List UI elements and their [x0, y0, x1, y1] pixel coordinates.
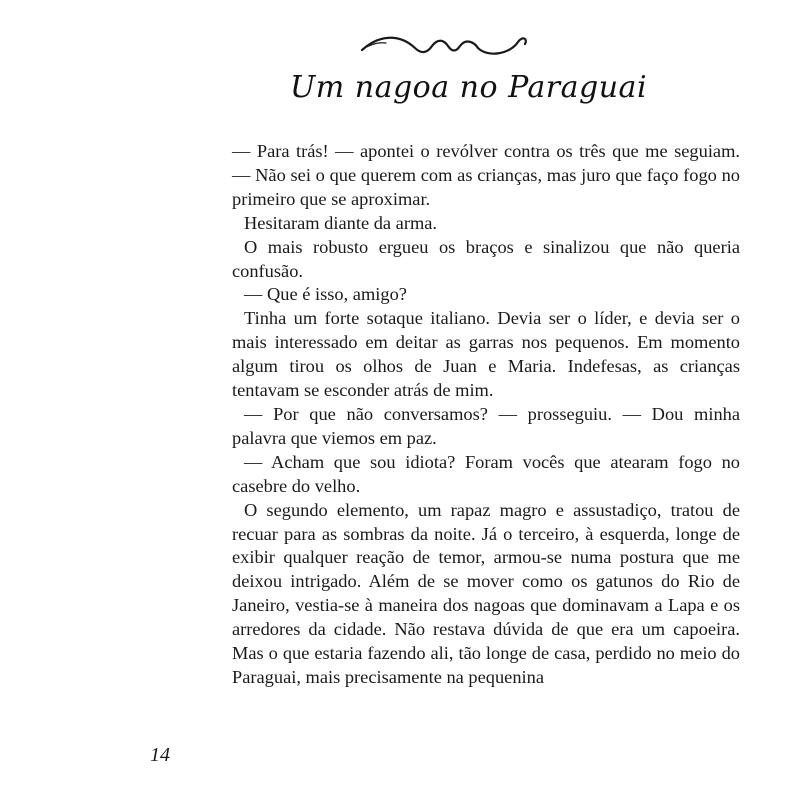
paragraph: Tinha um forte sotaque italiano. Devia ser o líder, e devia ser o mais interessado em deitar as garras nos pequenos. Em momento algum tirou os olhos de Juan e Maria. Indefesas, as crianças tentavam se esconder atrás de mim. — [232, 308, 740, 401]
flourish-icon — [360, 28, 530, 68]
paragraph: — Para trás! — apontei o revólver contra os três que me seguiam. — Não sei o que querem com as crianças, mas juro que faço fogo no primeiro que se aproximar. — [232, 141, 740, 209]
paragraph: — Que é isso, amigo? — [244, 284, 407, 305]
paragraph: — Acham que sou idiota? Foram vocês que atearam fogo no casebre do velho. — [232, 451, 740, 496]
paragraph: Hesitaram diante da arma. — [244, 212, 438, 233]
paragraph: O mais robusto ergueu os braços e sinalizou que não queria confusão. — [232, 236, 740, 281]
paragraph: — Por que não conversamos? — prosseguiu. — Dou minha palavra que viemos em paz. — [232, 403, 740, 448]
paragraph: O segundo elemento, um rapaz magro e assustadiço, tratou de recuar para as sombras da noite. Já o terceiro, à esquerda, longe de exibir qualquer reação de temor, armou-se numa postura que me deixou intrigado. Além de se mover como os gatunos do Rio de Janeiro, vestia-se à maneira dos nagoas que dominavam a Lapa e os arredores da cidade. Não restava dúvida de que era um capoeira. Mas o que estaria fazendo ali, tão longe de casa, perdido no meio do Paraguai, mais precisamente na pequenina — [232, 499, 740, 687]
page-number: 14 — [150, 744, 170, 766]
body-text — [232, 140, 740, 690]
chapter-title: Um nagoa no Paraguai — [290, 70, 648, 105]
